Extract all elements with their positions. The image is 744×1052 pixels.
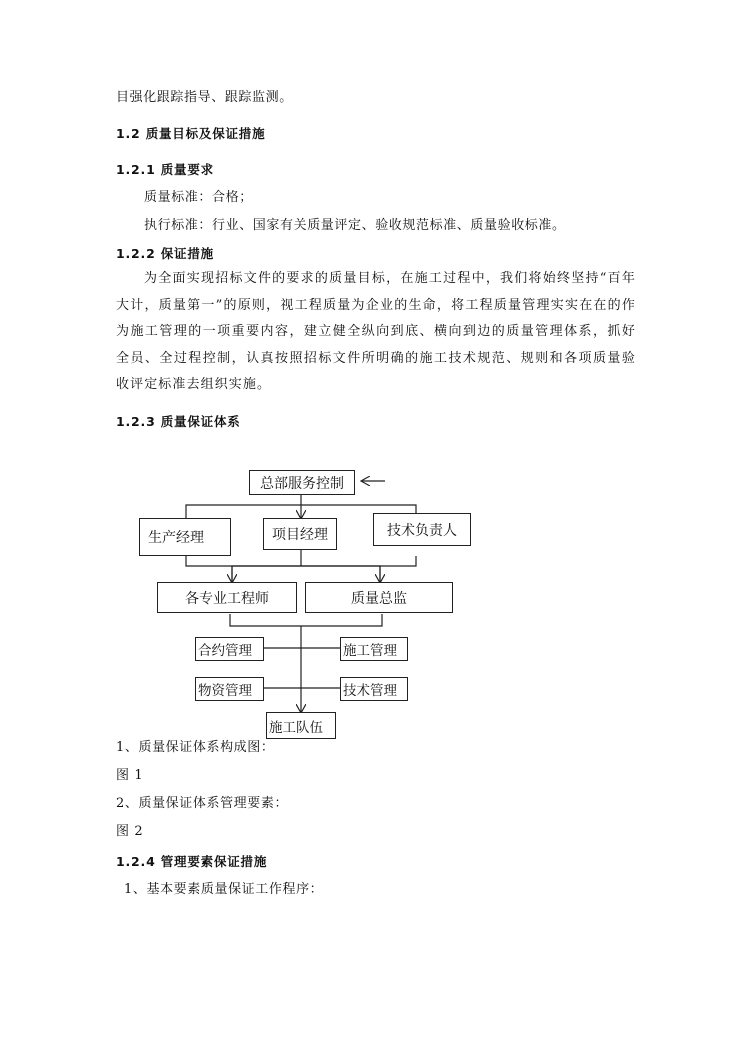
org-box-production-manager: 生产经理: [139, 518, 231, 556]
org-box-construction-management: 施工管理: [340, 637, 408, 661]
heading-1-2-3: 1.2.3 质量保证体系: [116, 414, 241, 429]
org-box-material-management: 物资管理: [195, 677, 264, 701]
caption-procedure: 1、基本要素质量保证工作程序：: [124, 882, 324, 897]
caption-structure: 1、质量保证体系构成图：: [116, 740, 275, 755]
lower-bracket: [230, 614, 382, 626]
heading-1-2-4: 1.2.4 管理要素保证措施: [116, 854, 268, 869]
execution-standard: 执行标准：行业、国家有关质量评定、验收规范标准、质量验收标准。: [144, 218, 566, 233]
org-box-project-manager: 项目经理: [263, 518, 337, 550]
org-box-engineers: 各专业工程师: [157, 582, 297, 613]
heading-1-2: 1.2 质量目标及保证措施: [116, 126, 266, 141]
assurance-paragraph: 为全面实现招标文件的要求的质量目标，在施工过程中，我们将始终坚持“百年大计，质量第一”的原则，视工程质量为企业的生命，将工程质量管理实实在在的作为施工管理的一项重要内容，建立健全纵向到底、横向到边的质量管理体系，抓好全员、全过程控制，认真按照招标文件所明确的施工技术规范、规则和各项质量验收评定标准去组织实施。: [116, 271, 636, 392]
heading-1-2-1: 1.2.1 质量要求: [116, 162, 214, 177]
text-line-monitoring: 目强化跟踪指导、跟踪监测。: [116, 90, 293, 105]
quality-standard: 质量标准：合格；: [144, 190, 253, 205]
figure-1-label: 图 1: [116, 768, 144, 783]
heading-1-2-2: 1.2.2 保证措施: [116, 246, 214, 261]
eng-bracket: [232, 566, 380, 582]
org-box-quality-director: 质量总监: [305, 582, 453, 613]
org-box-hq-service-control: 总部服务控制: [249, 470, 355, 495]
org-box-contract-management: 合约管理: [195, 637, 264, 661]
org-box-technical-management: 技术管理: [340, 677, 408, 701]
org-box-technical-lead: 技术负责人: [373, 513, 471, 546]
caption-elements: 2、质量保证体系管理要素：: [116, 796, 289, 811]
org-box-construction-team: 施工队伍: [266, 712, 336, 739]
figure-2-label: 图 2: [116, 824, 144, 839]
